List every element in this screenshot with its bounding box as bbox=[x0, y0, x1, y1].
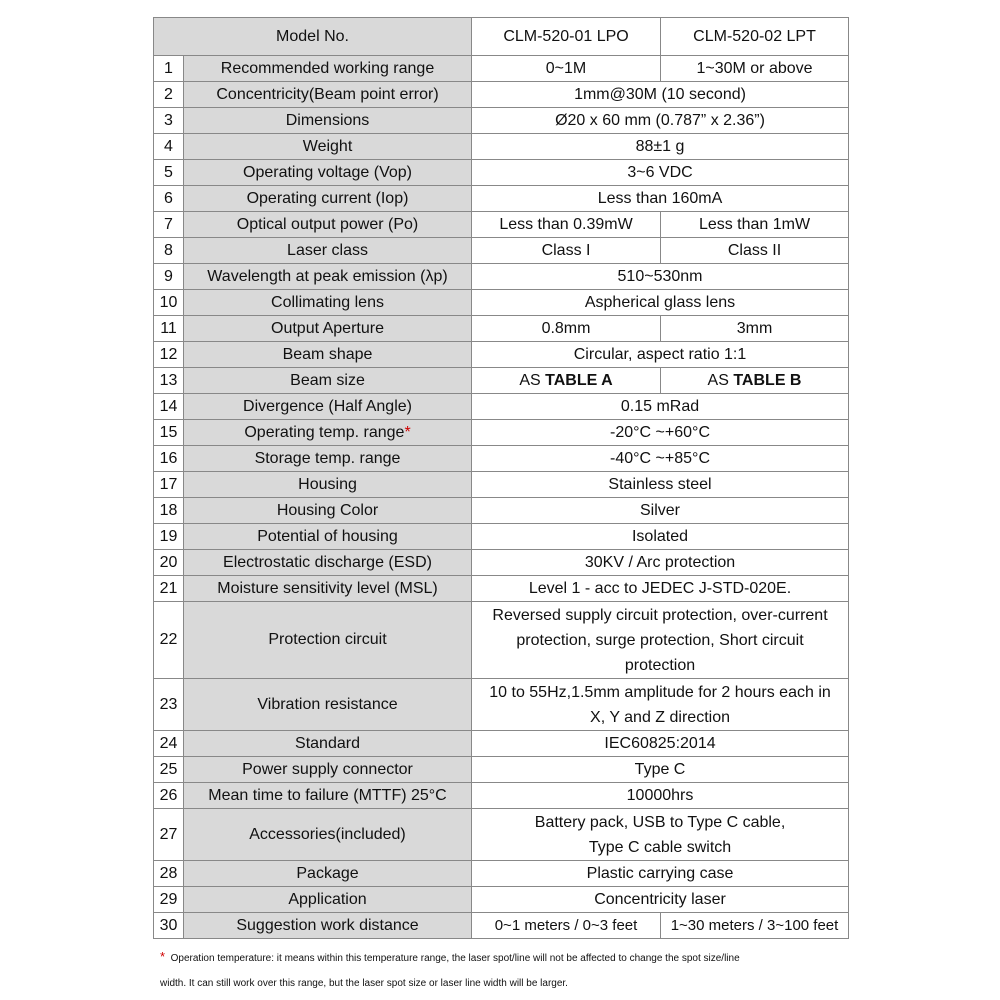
value-bold: TABLE B bbox=[733, 372, 802, 389]
param-text: Power supply connector bbox=[242, 760, 413, 778]
model-2-name: CLM-520-02 LPT bbox=[661, 18, 849, 56]
value-prefix: AS bbox=[519, 372, 546, 389]
param-text: Housing bbox=[298, 475, 357, 493]
param-text: Vibration resistance bbox=[257, 695, 398, 713]
spec-row bbox=[154, 576, 849, 602]
param-label bbox=[184, 809, 472, 861]
value-line: Reversed supply circuit protection, over-current bbox=[492, 606, 828, 624]
spec-row bbox=[154, 108, 849, 134]
param-label bbox=[184, 108, 472, 134]
value-shared: 510~530nm bbox=[472, 264, 849, 290]
param-text: Electrostatic discharge (ESD) bbox=[223, 553, 432, 571]
value-shared: 30KV / Arc protection bbox=[472, 550, 849, 576]
row-number: 15 bbox=[154, 420, 184, 446]
value-shared: Type C bbox=[472, 757, 849, 783]
footnote bbox=[160, 944, 850, 996]
value-shared: Isolated bbox=[472, 524, 849, 550]
row-number: 25 bbox=[154, 757, 184, 783]
value-shared: Level 1 - acc to JEDEC J-STD-020E. bbox=[472, 576, 849, 602]
spec-table bbox=[153, 17, 849, 939]
value-shared: Ø20 x 60 mm (0.787” x 2.36”) bbox=[472, 108, 849, 134]
spec-row bbox=[154, 913, 849, 939]
spec-row bbox=[154, 134, 849, 160]
value-shared: 88±1 g bbox=[472, 134, 849, 160]
model-1-name: CLM-520-01 LPO bbox=[472, 18, 661, 56]
spec-row bbox=[154, 290, 849, 316]
spec-row bbox=[154, 264, 849, 290]
value-shared: -20°C ~+60°C bbox=[472, 420, 849, 446]
value-shared: Aspherical glass lens bbox=[472, 290, 849, 316]
param-label bbox=[184, 757, 472, 783]
value-model-2: 1~30 meters / 3~100 feet bbox=[661, 913, 849, 939]
spec-row bbox=[154, 186, 849, 212]
param-label bbox=[184, 420, 472, 446]
value-shared bbox=[472, 679, 849, 731]
param-label bbox=[184, 290, 472, 316]
param-label bbox=[184, 212, 472, 238]
value-shared: 10000hrs bbox=[472, 783, 849, 809]
param-text: Potential of housing bbox=[257, 527, 398, 545]
spec-row bbox=[154, 783, 849, 809]
spec-row bbox=[154, 212, 849, 238]
param-text: Beam size bbox=[290, 371, 365, 389]
spec-row bbox=[154, 679, 849, 731]
value-line: Type C cable switch bbox=[588, 838, 732, 856]
spec-row bbox=[154, 887, 849, 913]
spec-row bbox=[154, 238, 849, 264]
value-shared: -40°C ~+85°C bbox=[472, 446, 849, 472]
row-number: 5 bbox=[154, 160, 184, 186]
param-label bbox=[184, 861, 472, 887]
value-line: X, Y and Z direction bbox=[590, 708, 730, 726]
spec-row bbox=[154, 731, 849, 757]
row-number: 29 bbox=[154, 887, 184, 913]
value-model-1: 0~1M bbox=[472, 56, 661, 82]
spec-row bbox=[154, 160, 849, 186]
value-shared bbox=[472, 602, 849, 679]
param-label bbox=[184, 82, 472, 108]
spec-row bbox=[154, 524, 849, 550]
value-prefix: AS bbox=[707, 372, 734, 389]
param-label bbox=[184, 160, 472, 186]
row-number: 20 bbox=[154, 550, 184, 576]
spec-row bbox=[154, 809, 849, 861]
row-number: 22 bbox=[154, 602, 184, 679]
param-text: Housing Color bbox=[276, 501, 379, 519]
row-number: 26 bbox=[154, 783, 184, 809]
row-number: 18 bbox=[154, 498, 184, 524]
spec-row bbox=[154, 861, 849, 887]
value-model-1 bbox=[472, 368, 661, 394]
param-text: Mean time to failure (MTTF) 25°C bbox=[208, 786, 447, 804]
row-number: 30 bbox=[154, 913, 184, 939]
spec-row bbox=[154, 394, 849, 420]
row-number: 13 bbox=[154, 368, 184, 394]
param-text: Operating temp. range bbox=[244, 423, 405, 441]
param-text: Wavelength at peak emission (λp) bbox=[207, 267, 448, 285]
value-model-1: Less than 0.39mW bbox=[472, 212, 661, 238]
param-label bbox=[184, 524, 472, 550]
param-label bbox=[184, 342, 472, 368]
param-text: Accessories(included) bbox=[249, 825, 406, 843]
param-footnote-mark: * bbox=[404, 423, 411, 441]
param-label bbox=[184, 550, 472, 576]
value-model-1: Class I bbox=[472, 238, 661, 264]
value-shared: IEC60825:2014 bbox=[472, 731, 849, 757]
param-text: Storage temp. range bbox=[254, 449, 401, 467]
value-model-1: 0.8mm bbox=[472, 316, 661, 342]
row-number: 7 bbox=[154, 212, 184, 238]
value-shared: Circular, aspect ratio 1:1 bbox=[472, 342, 849, 368]
param-label bbox=[184, 186, 472, 212]
row-number: 9 bbox=[154, 264, 184, 290]
value-model-2: Less than 1mW bbox=[661, 212, 849, 238]
param-text: Protection circuit bbox=[268, 631, 387, 648]
value-shared bbox=[472, 809, 849, 861]
spec-row bbox=[154, 550, 849, 576]
param-label bbox=[184, 264, 472, 290]
param-label bbox=[184, 576, 472, 602]
spec-row bbox=[154, 342, 849, 368]
param-label bbox=[184, 446, 472, 472]
param-label bbox=[184, 679, 472, 731]
param-text: Laser class bbox=[287, 241, 368, 259]
spec-row bbox=[154, 472, 849, 498]
row-number: 2 bbox=[154, 82, 184, 108]
param-label bbox=[184, 602, 472, 679]
row-number: 19 bbox=[154, 524, 184, 550]
spec-row bbox=[154, 446, 849, 472]
param-text: Standard bbox=[295, 734, 360, 752]
spec-row bbox=[154, 56, 849, 82]
param-label bbox=[184, 783, 472, 809]
param-label bbox=[184, 913, 472, 939]
value-shared: Silver bbox=[472, 498, 849, 524]
param-text: Collimating lens bbox=[271, 293, 384, 311]
row-number: 24 bbox=[154, 731, 184, 757]
row-number: 4 bbox=[154, 134, 184, 160]
value-model-2: Class II bbox=[661, 238, 849, 264]
param-text: Package bbox=[296, 864, 359, 882]
spec-row bbox=[154, 602, 849, 679]
header-row bbox=[154, 18, 849, 56]
param-text: Operating current (Iop) bbox=[246, 189, 409, 207]
row-number: 11 bbox=[154, 316, 184, 342]
spec-row bbox=[154, 420, 849, 446]
value-line: protection, surge protection, Short circuit bbox=[516, 631, 804, 649]
param-text: Application bbox=[288, 890, 367, 908]
param-text: Weight bbox=[302, 137, 353, 155]
row-number: 12 bbox=[154, 342, 184, 368]
row-number: 14 bbox=[154, 394, 184, 420]
param-text: Dimensions bbox=[285, 111, 370, 129]
row-number: 23 bbox=[154, 679, 184, 731]
param-label bbox=[184, 56, 472, 82]
param-text: Concentricity(Beam point error) bbox=[216, 85, 439, 103]
value-shared: 0.15 mRad bbox=[472, 394, 849, 420]
param-label bbox=[184, 238, 472, 264]
param-label bbox=[184, 134, 472, 160]
value-bold: TABLE A bbox=[545, 372, 613, 389]
param-label bbox=[184, 498, 472, 524]
value-model-2: 3mm bbox=[661, 316, 849, 342]
param-label bbox=[184, 887, 472, 913]
spec-row bbox=[154, 757, 849, 783]
param-text: Optical output power (Po) bbox=[236, 215, 419, 233]
row-number: 1 bbox=[154, 56, 184, 82]
value-model-1: 0~1 meters / 0~3 feet bbox=[472, 913, 661, 939]
param-label bbox=[184, 731, 472, 757]
footnote-line-2: width. It can still work over this range, but the laser spot size or laser line width will be larger. bbox=[160, 978, 568, 989]
param-label bbox=[184, 316, 472, 342]
row-number: 28 bbox=[154, 861, 184, 887]
value-shared: 3~6 VDC bbox=[472, 160, 849, 186]
value-line: protection bbox=[624, 656, 696, 674]
spec-row bbox=[154, 316, 849, 342]
row-number: 10 bbox=[154, 290, 184, 316]
spec-table-body bbox=[154, 18, 849, 939]
param-text: Beam shape bbox=[282, 345, 373, 363]
param-label bbox=[184, 394, 472, 420]
row-number: 16 bbox=[154, 446, 184, 472]
param-text: Recommended working range bbox=[220, 59, 435, 77]
spec-row bbox=[154, 498, 849, 524]
row-number: 17 bbox=[154, 472, 184, 498]
row-number: 6 bbox=[154, 186, 184, 212]
value-model-2 bbox=[661, 368, 849, 394]
value-line: Battery pack, USB to Type C cable, bbox=[534, 813, 786, 831]
footnote-mark: * bbox=[160, 949, 166, 964]
value-shared: Concentricity laser bbox=[472, 887, 849, 913]
value-shared: Less than 160mA bbox=[472, 186, 849, 212]
value-model-2: 1~30M or above bbox=[661, 56, 849, 82]
param-label bbox=[184, 368, 472, 394]
value-shared: Stainless steel bbox=[472, 472, 849, 498]
row-number: 3 bbox=[154, 108, 184, 134]
footnote-line-1: Operation temperature: it means within this temperature range, the laser spot/line will not be affected to change the spot size/line bbox=[170, 953, 740, 964]
value-shared: 1mm@30M (10 second) bbox=[472, 82, 849, 108]
param-text: Moisture sensitivity level (MSL) bbox=[217, 579, 438, 597]
row-number: 8 bbox=[154, 238, 184, 264]
param-label bbox=[184, 472, 472, 498]
row-number: 21 bbox=[154, 576, 184, 602]
row-number: 27 bbox=[154, 809, 184, 861]
spec-row bbox=[154, 368, 849, 394]
param-text: Divergence (Half Angle) bbox=[243, 397, 412, 415]
param-text: Operating voltage (Vop) bbox=[243, 163, 412, 181]
param-text: Suggestion work distance bbox=[236, 916, 419, 934]
param-text: Output Aperture bbox=[271, 319, 384, 337]
model-no-label: Model No. bbox=[154, 18, 472, 56]
value-shared: Plastic carrying case bbox=[472, 861, 849, 887]
value-line: 10 to 55Hz,1.5mm amplitude for 2 hours each in bbox=[489, 683, 831, 701]
spec-row bbox=[154, 82, 849, 108]
